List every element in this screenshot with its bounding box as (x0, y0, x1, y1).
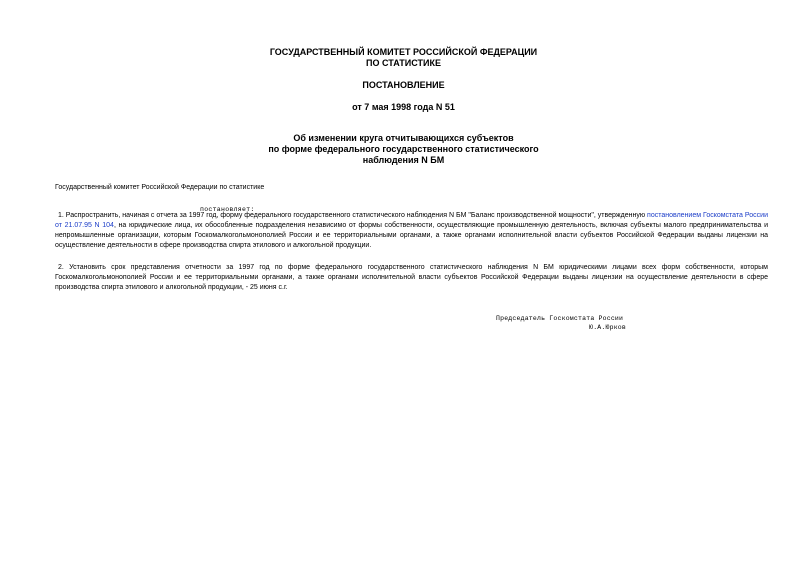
paragraph-2: 2. Установить срок представления отчетности за 1997 год по форме федерального государственного статистического наблюдения N БМ юридическими лицами всех форм собственности, которым Госкомалкогольмонополией России и ее территориальными органами, а также органами исполнительной власти субъектов Российской Федерации выданы лицензии на осуществление деятельности в сфере производства спирта этилового и алкогольной продукции, - 25 июня с.г. (55, 264, 768, 291)
document-date-number: от 7 мая 1998 года N 51 (352, 102, 455, 112)
signatory-title: Председатель Госкомстата России (496, 315, 624, 322)
issuer-line: Государственный комитет Российской Федерации по статистике (55, 184, 265, 191)
resolve-word: постановляет: (200, 206, 255, 213)
agency-heading-line-2: ПО СТАТИСТИКЕ (366, 58, 441, 68)
signature-block (496, 314, 626, 332)
document-subject (0, 133, 807, 166)
agency-heading (0, 47, 807, 69)
document-subject-line-1: Об изменении круга отчитывающихся субъектов (293, 133, 514, 143)
paragraph-1-text-start: 1. Распространить, начиная с отчета за 1997 год, форму федерального государственного статистического наблюдения N БМ "Баланс производственной мощности", утвержденную (58, 212, 648, 219)
document-type: ПОСТАНОВЛЕНИЕ (362, 80, 445, 90)
document-subject-line-3: наблюдения N БМ (362, 155, 445, 165)
paragraph-1 (55, 211, 768, 251)
document-subject-line-2: по форме федерального государственного статистического (268, 144, 539, 154)
signatory-name: Ю.А.Юрков (589, 324, 626, 331)
resolution-104-link[interactable]: постановлением Госкомстата России от 21.07.95 N 104 (55, 212, 768, 229)
paragraph-1-text-end: , на юридические лица, их обособленные подразделения независимо от формы собственности, осуществляющие промышленную деятельность, включая субъекты малого предпринимательства и непромышленные организации, которым Госкомалкогольмонополией России и ее территориальными органами, а также органами исполнительной власти субъектов Российской Федерации выданы лицензии на осуществление деятельности в сфере производства спирта этилового и алкогольной продукции. (55, 222, 769, 249)
agency-heading-line-1: ГОСУДАРСТВЕННЫЙ КОМИТЕТ РОССИЙСКОЙ ФЕДЕРАЦИИ (269, 47, 538, 57)
